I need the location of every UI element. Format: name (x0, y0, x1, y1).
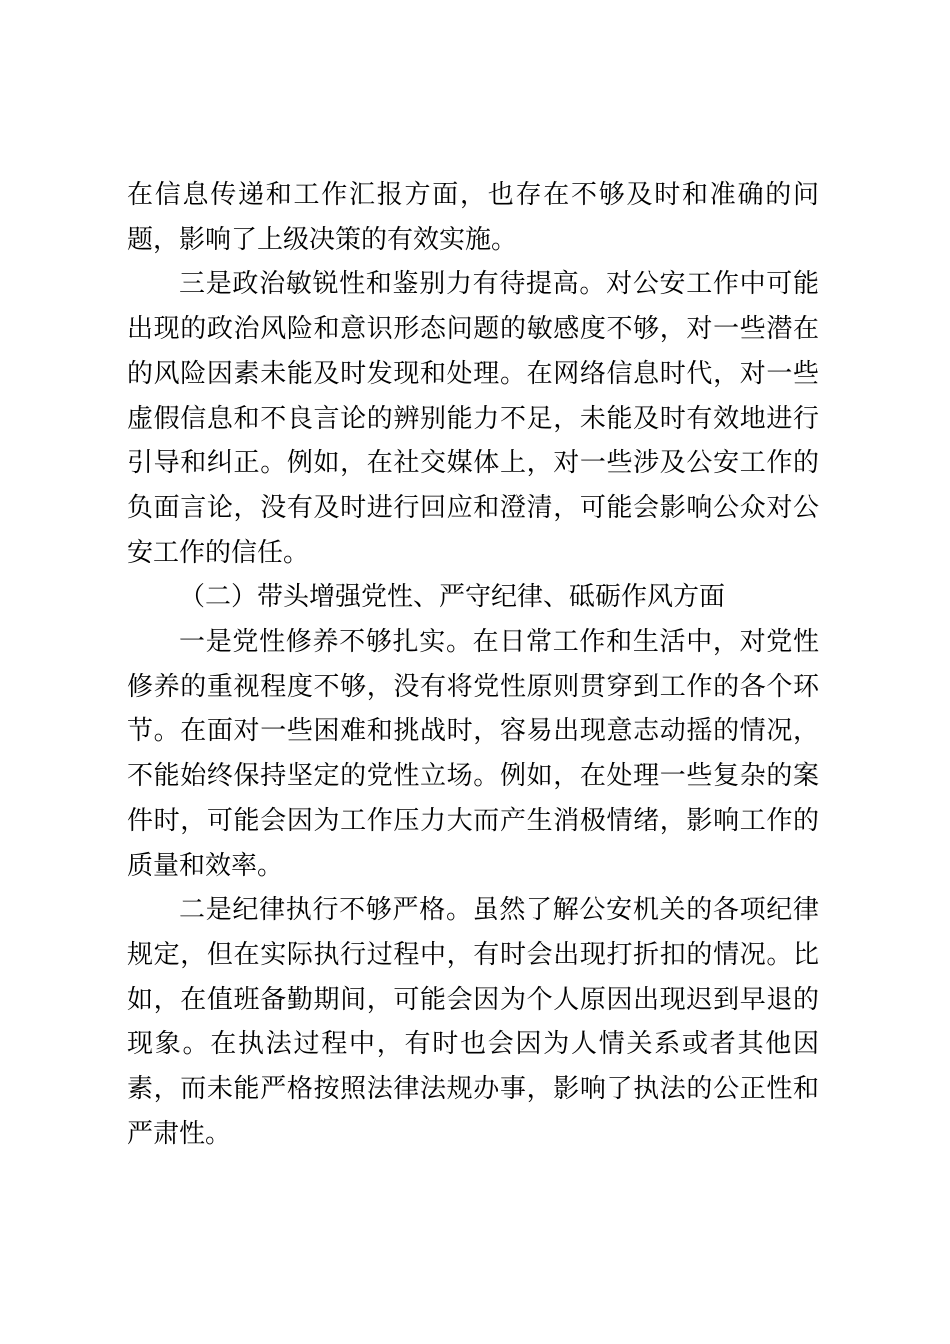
paragraph-point-two: 二是纪律执行不够严格。虽然了解公安机关的各项纪律规定，但在实际执行过程中，有时会出现打折扣的情况。比如，在值班备勤期间，可能会因为个人原因出现迟到早退的现象。在执法过程中，有时也会因为人情关系或者其他因素，而未能严格按照法律法规办事，影响了执法的公正性和严肃性。 (127, 895, 819, 1149)
paragraph-point-one: 一是党性修养不够扎实。在日常工作和生活中，对党性修养的重视程度不够，没有将党性原则贯穿到工作的各个环节。在面对一些困难和挑战时，容易出现意志动摇的情况，不能始终保持坚定的党性立场。例如，在处理一些复杂的案件时，可能会因为工作压力大而产生消极情绪，影响工作的质量和效率。 (127, 627, 819, 881)
paragraph-continuation: 在信息传递和工作汇报方面，也存在不够及时和准确的问题，影响了上级决策的有效实施。 (127, 180, 819, 255)
document-body (127, 173, 819, 1156)
paragraph-point-three: 三是政治敏锐性和鉴别力有待提高。对公安工作中可能出现的政治风险和意识形态问题的敏感度不够，对一些潜在的风险因素未能及时发现和处理。在网络信息时代，对一些虚假信息和不良言论的辨别能力不足，未能及时有效地进行引导和纠正。例如，在社交媒体上，对一些涉及公安工作的负面言论，没有及时进行回应和澄清，可能会影响公众对公安工作的信任。 (127, 269, 819, 568)
section-heading: （二）带头增强党性、严守纪律、砥砺作风方面 (179, 582, 726, 613)
